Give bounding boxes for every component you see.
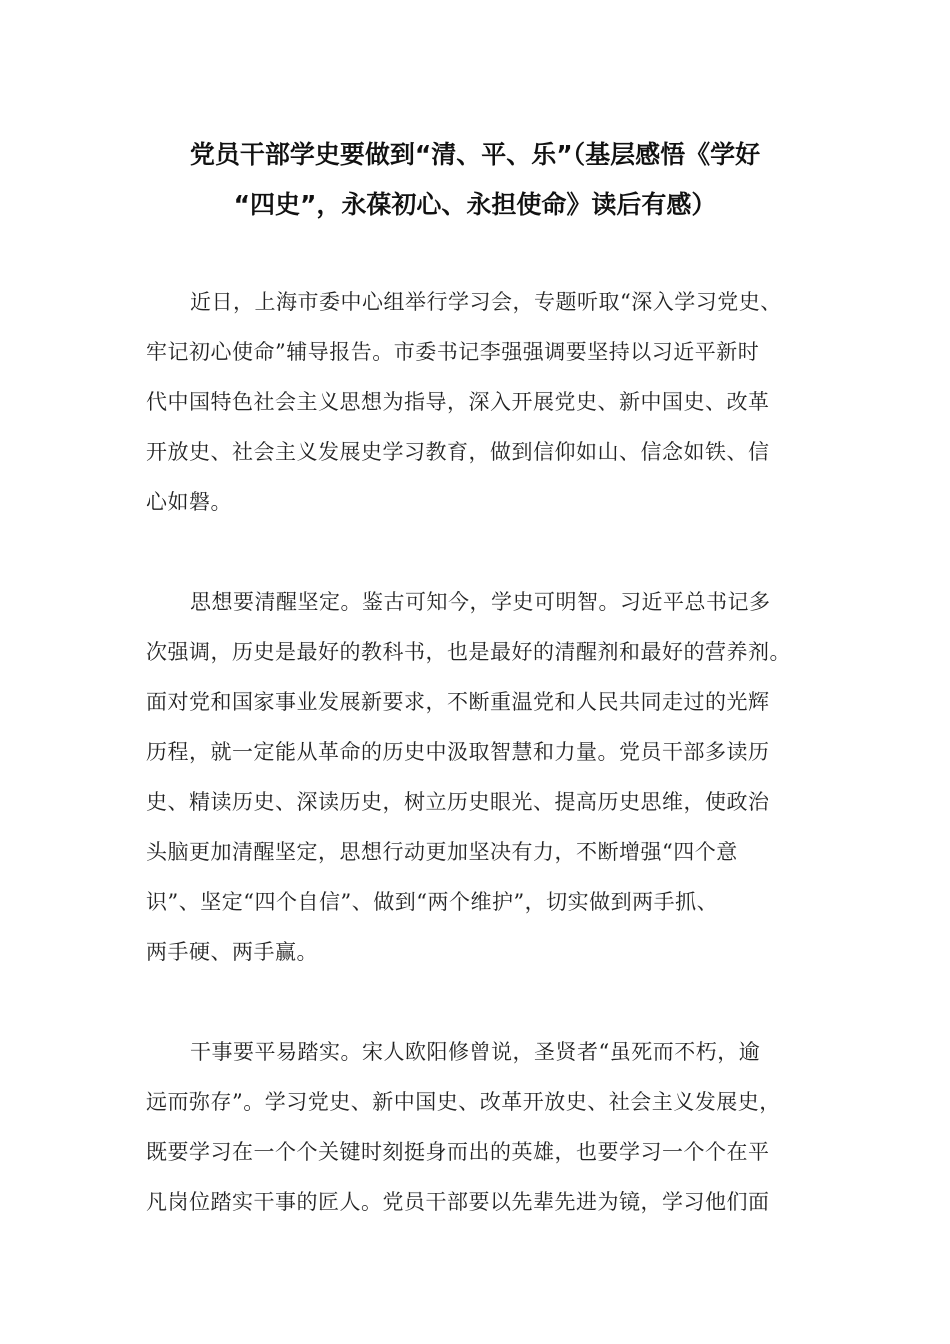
paragraph-line: 面对党和国家事业发展新要求，不断重温党和人民共同走过的光辉 [146, 690, 770, 714]
paragraph-line: 两手硬、两手赢。 [146, 940, 318, 964]
title-line: “四史”，永葆初心、永担使命》读后有感） [233, 190, 717, 219]
paragraph-line: 思想要清醒坚定。鉴古可知今，学史可明智。习近平总书记多 [190, 590, 771, 614]
paragraph-line: 识”、坚定“四个自信”、做到“两个维护”，切实做到两手抓、 [146, 890, 719, 914]
paragraph-line: 次强调，历史是最好的教科书，也是最好的清醒剂和最好的营养剂。 [146, 640, 791, 664]
paragraph-line: 代中国特色社会主义思想为指导，深入开展党史、新中国史、改革 [146, 390, 770, 414]
paragraph-line: 头脑更加清醒坚定，思想行动更加坚决有力，不断增强“四个意 [146, 840, 738, 864]
paragraph-line: 干事要平易踏实。宋人欧阳修曾说，圣贤者“虽死而不朽，逾 [190, 1040, 761, 1064]
paragraph-line: 心如磐。 [146, 490, 232, 514]
paragraph-line: 历程，就一定能从革命的历史中汲取智慧和力量。党员干部多读历 [146, 740, 770, 764]
document-title [140, 130, 810, 230]
paragraph-line: 史、精读历史、深读历史，树立历史眼光、提高历史思维，使政治 [146, 790, 770, 814]
paragraph-line: 牢记初心使命”辅导报告。市委书记李强强调要坚持以习近平新时 [146, 340, 760, 364]
paragraph-intro [146, 277, 810, 527]
paragraph-work [146, 1027, 810, 1227]
paragraph-thought [146, 577, 810, 977]
paragraph-line: 既要学习在一个个关键时刻挺身而出的英雄，也要学习一个个在平 [146, 1140, 770, 1164]
paragraph-line: 远而弥存”。学习党史、新中国史、改革开放史、社会主义发展史， [146, 1090, 781, 1114]
paragraph-line: 近日，上海市委中心组举行学习会，专题听取“深入学习党史、 [190, 290, 782, 314]
paragraph-line: 凡岗位踏实干事的匠人。党员干部要以先辈先进为镜，学习他们面 [146, 1190, 770, 1214]
paragraph-line: 开放史、社会主义发展史学习教育，做到信仰如山、信念如铁、信 [146, 440, 770, 464]
title-line: 党员干部学史要做到“清、平、乐”（基层感悟《学好 [189, 140, 761, 169]
